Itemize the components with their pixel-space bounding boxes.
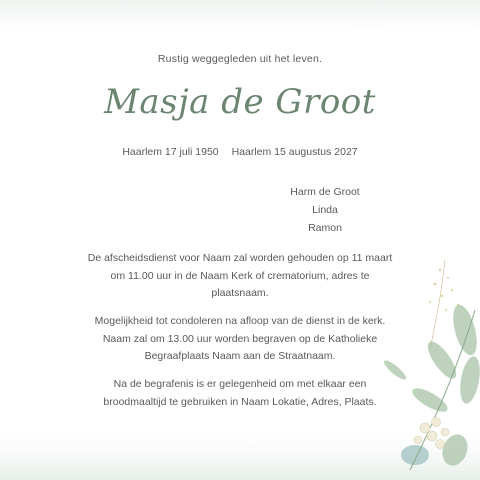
paragraph-line: om 11.00 uur in de Naam Kerk of crematorium, adres te (110, 269, 370, 282)
floral-decoration (370, 250, 480, 480)
dried-grass-sprigs (429, 269, 459, 311)
relative-name: Ramon (308, 222, 342, 234)
relatives-list (285, 183, 365, 237)
snowberries (414, 418, 449, 449)
relative-name: Harm de Groot (290, 186, 360, 198)
paragraph-line: De afscheidsdienst voor Naam zal worden gehouden op 11 maart (87, 252, 393, 264)
paragraph-line: plaatsnaam. (211, 287, 269, 299)
intro-line: Rustig weggegleden uit het leven. (157, 53, 323, 65)
paragraph-line: broodmaaltijd te gebruiken in Naam Lokatie, Adres, Plaats. (103, 395, 377, 408)
birth-date: Haarlem 17 juli 1950 (122, 146, 219, 158)
death-date: Haarlem 15 augustus 2027 (231, 146, 358, 158)
paragraph-line: Na de begrafenis is er gelegenheid om met elkaar een (113, 378, 367, 390)
paragraph-line: Begraafplaats Naam aan de Straatnaam. (144, 350, 336, 362)
life-dates (0, 146, 480, 158)
paragraph-line: Mogelijkheid tot condoleren na afloop van de dienst in de kerk. (94, 315, 386, 327)
relative-name: Linda (312, 204, 338, 216)
eucalyptus-leaves (382, 302, 480, 469)
paragraph-line: Naam zal om 13.00 uur worden begraven op de Katholieke (102, 332, 378, 345)
deceased-name: Masja de Groot (104, 82, 376, 122)
